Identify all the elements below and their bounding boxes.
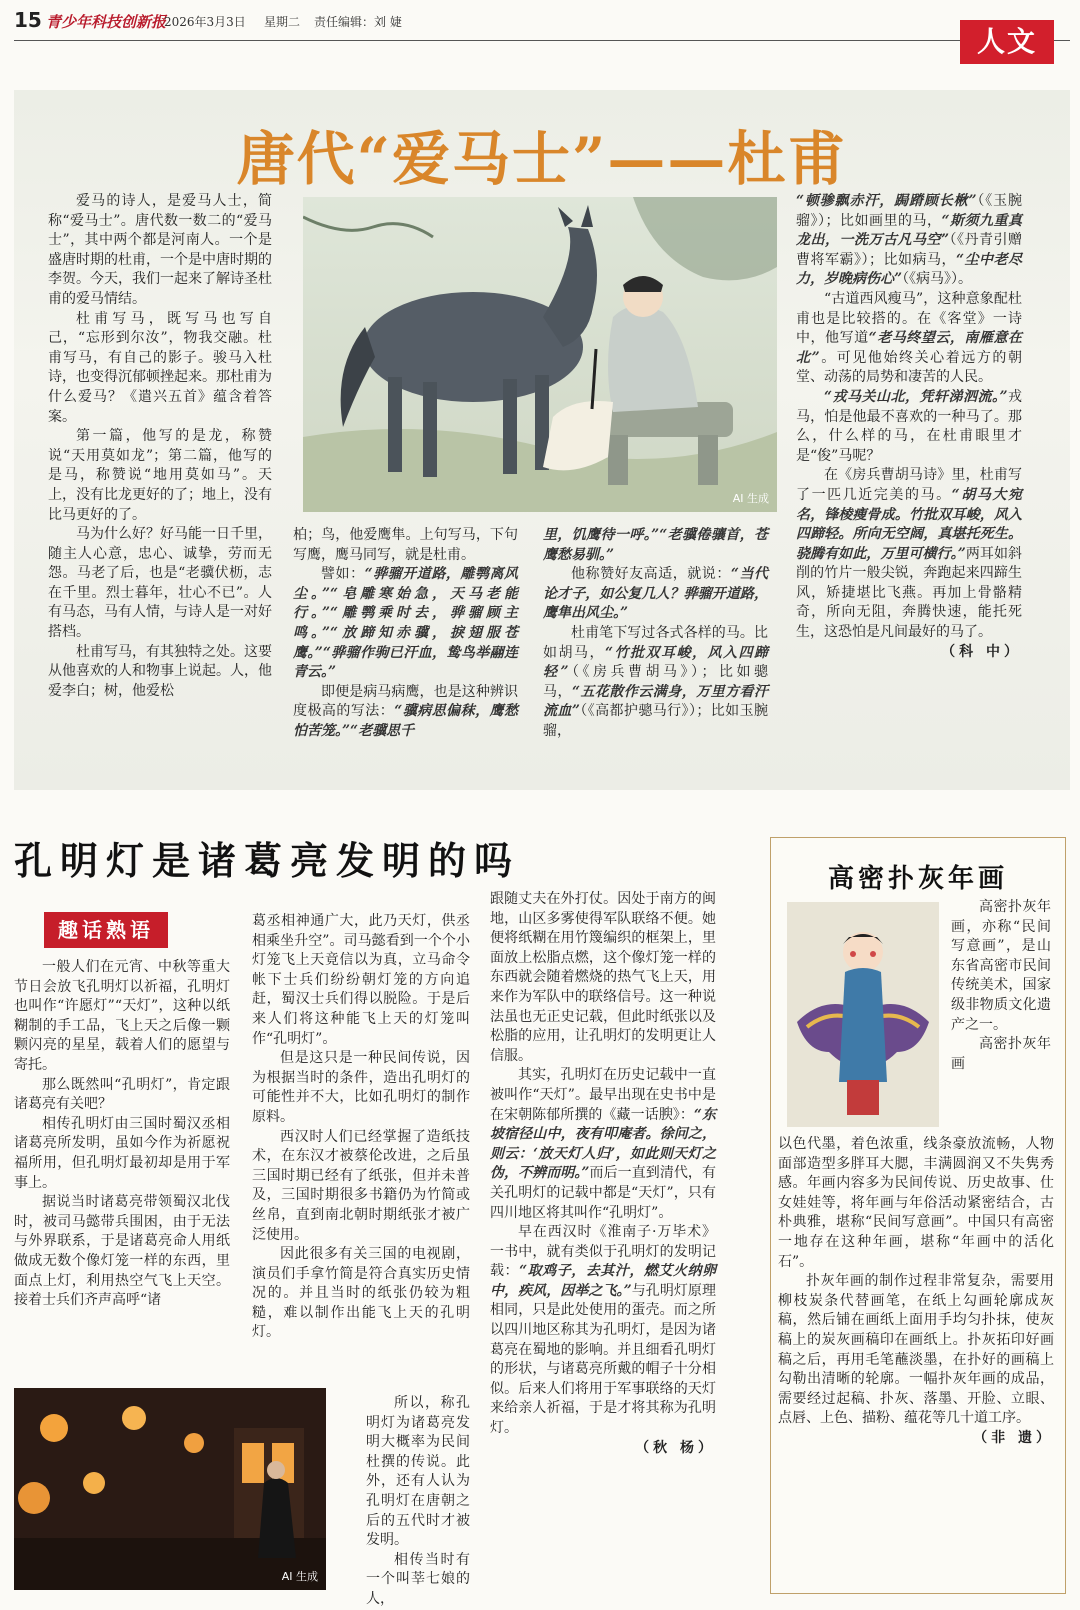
poem-quote: “当代论才子，如公复几人？骅骝开道路，鹰隼出风尘。”	[543, 566, 768, 622]
text-run: 。可见他始终关心着远方的朝堂、动荡的局势和凄苦的人民。	[796, 349, 1022, 386]
text-run: 与孔明灯原理相同，只是此处使用的蛋壳。而之所以四川地区称其为孔明灯，是因为诸葛亮在蜀地的影响。并且细看孔明灯的形状，与诸葛亮所戴的帽子十分相似。后来人们将用于军事联络的天灯来给亲人祈福，于是才将其称为孔明灯。	[490, 1282, 716, 1437]
paragraph: 一般人们在元宵、中秋等重大节日会放飞孔明灯以祈福，孔明灯也叫作“许愿灯”“天灯”，这种以纸糊制的手工品，飞上天之后像一颗颗闪亮的星星，载着人们的愿望与寄托。	[14, 959, 230, 1073]
paragraph: 据说当时诸葛亮带领蜀汉北伐时，被司马懿带兵围困，由于无法与外界联系，于是诸葛亮命人用纸做成无数个像灯笼一样的东西，里面点上灯，利用热空气飞上天空。接着士兵们齐声高呼“诸	[14, 1194, 230, 1309]
article-column-2-tail	[366, 1394, 470, 1610]
poem-quote: “五花散作云满身，万里方看汗流血”	[543, 683, 769, 720]
paragraph: 所以，称孔明灯为诸葛亮发明大概率为民间杜撰的传说。此外，还有人认为孔明灯在唐朝之后的五代时才被发明。	[366, 1395, 470, 1549]
paragraph: 马为什么好？好马能一日千里，随主人心意，忠心、诚挚，劳而无怨。马老了后，也是“老骥伏枥，志在千里。烈士暮年，壮心不已”。人有马态，马有人情，与诗人是一对好搭档。	[48, 526, 272, 641]
side-text-wrap	[951, 898, 1051, 1074]
article-title: 孔明灯是诸葛亮发明的吗	[14, 838, 521, 883]
article-column-4	[796, 192, 1022, 662]
ai-generated-label: AI 生成	[281, 1570, 318, 1583]
paragraph: 高密扑灰年画	[951, 1036, 1051, 1072]
text-run: 杜甫笔下写过各式各样的马。比如胡马，	[543, 624, 768, 661]
paragraph	[796, 388, 1022, 466]
new-year-painting-svg	[787, 902, 939, 1127]
poem-quote: “骥病思偏秣，鹰愁怕苦笼。”“老骥思千	[293, 703, 519, 739]
text-run: 其实，孔明灯在历史记载中一直被叫作“天灯”。最早出现在史书中是在宋朝陈郁所撰的《藏一话腴》：	[490, 1067, 716, 1123]
section-badge: 人文	[960, 20, 1054, 64]
paragraph	[796, 192, 1022, 290]
article-column-3	[490, 890, 716, 1458]
paragraph: 那么既然叫“孔明灯”，肯定跟诸葛亮有关吧？	[14, 1076, 230, 1113]
paragraph: 但是这只是一种民间传说，因为根据当时的条件，造出孔明灯的可能性并不大，比如孔明灯的制作原料。	[252, 1050, 470, 1125]
paragraph: 跟随丈夫在外打仗。因处于南方的闽地，山区多雾使得军队联络不便。她便将纸糊在用竹篾编织的框架上，里面放上松脂点燃，这个像灯笼一样的东西就会随着燃烧的热气飞上天，用来作为军队中的联络信号。这一种说法虽也无正史记载，但此时纸张以及松脂的应用，让孔明灯的发明更让人信服。	[490, 891, 716, 1064]
article-column-2	[293, 526, 518, 742]
text-run: （《病马》）。	[902, 271, 973, 288]
text-run: “古道西风瘦马”，这种意象配杜甫也是比较搭的。在《客堂》一诗中，他写道	[796, 290, 1022, 347]
text-run: （《高都护骢马行》）；比如玉腕骝，	[543, 703, 768, 739]
paragraph	[543, 565, 768, 624]
issue-date: 2026年3月3日	[164, 15, 246, 29]
editor-credit: 责任编辑：刘 婕	[314, 15, 402, 29]
text-run: 早在西汉时《淮南子·万毕术》一书中，就有类似于孔明灯的发明记载：	[490, 1224, 716, 1280]
text-run: 戎马，怕是他最不喜欢的一种马了。那么，什么样的马，在杜甫眼里才是“俊”马呢？	[796, 388, 1023, 464]
paragraph: 爱马的诗人，是爱马人士，简称“爱马士”。唐代数一数二的“爱马士”，其中两个都是河南人。一个是盛唐时期的杜甫，一个是中唐时期的李贺。今天，我们一起来了解诗圣杜甫的爱马情结。	[48, 193, 272, 307]
historical-quote: “取鸡子，去其汁，燃艾火纳卵中，疾风，因举之飞。”	[490, 1263, 716, 1299]
paragraph: 第一篇，他写的是龙，称赞说“天用莫如龙”；第二篇，他写的是马，称赞说“地用莫如马”。天上，没有比龙更好的了；地上，没有比马更好的了。	[48, 428, 272, 523]
author-signature: （非 遗）	[973, 1429, 1054, 1446]
paragraph: 西汉时人们已经掌握了造纸技术，在东汉才被蔡伦改进，之后虽三国时期已经有了纸张，但并未普及，三国时期很多书籍仍为竹简或丝帛，直到南北朝时期纸张才被广泛使用。	[252, 1128, 470, 1243]
paragraph	[490, 1223, 716, 1439]
paragraph: 因此很多有关三国的电视剧，演员们手拿竹简是符合真实历史情况的。并且当时的纸张仍较为粗糙，难以制作出能飞上天的孔明灯。	[252, 1246, 470, 1341]
new-year-painting-image	[787, 902, 939, 1127]
paragraph: 相传当时有一个叫莘七娘的人，	[366, 1551, 470, 1607]
paragraph	[293, 683, 518, 742]
article-column-1	[48, 192, 272, 701]
paragraph	[293, 565, 518, 683]
article-title: 唐代“爱马士”——杜甫	[236, 125, 848, 193]
article-column-3	[543, 526, 768, 742]
text-run: 两耳如斜削的竹片一般尖锐，奔跑起来四蹄生风，矫捷堪比飞燕。再加上骨骼精奇，所向无阻，奔腾快速，能托死生，这恐怕是凡间最好的马了。	[796, 545, 1022, 641]
paragraph: 杜甫写马，有其独特之处。这要从他喜欢的人和物事上说起。人，他爱李白；树，他爱松	[48, 643, 272, 699]
text-run: （《房兵曹胡马》）；比如骢马，	[543, 664, 769, 700]
paragraph	[796, 466, 1022, 642]
issue-weekday: 星期二	[264, 15, 301, 29]
article-title: 高密扑灰年画	[827, 864, 1008, 894]
page-number: 15	[14, 8, 42, 32]
poem-quote: “老马终望云，南雁意在北”	[796, 330, 1023, 366]
text-run: 他称赞好友高适，就说：	[571, 566, 731, 583]
poem-quote: 里，饥鹰待一呼。”“老骥倦骧首，苍鹰愁易驯。”	[543, 527, 768, 563]
column-badge: 趣话熟语	[44, 912, 168, 948]
poem-quote: “戎马关山北，凭轩涕泗流。”	[824, 388, 1008, 405]
paragraph	[543, 624, 768, 742]
sidebar-article-gaomi	[770, 837, 1066, 1594]
article-column-2	[252, 912, 470, 1343]
poem-quote: “胡马大宛名，锋棱瘦骨成。竹批双耳峻，风入四蹄轻。所向无空阔，真堪托死生。骁腾有如此，万里可横行。”	[796, 486, 1022, 562]
text-run: （《玉腕骝》）；比如画里的马，	[796, 193, 1023, 229]
text-run: 譬如：	[321, 566, 365, 583]
paragraph: 杜甫写马，既写马也写自己，“忘形到尔汝”，物我交融。杜甫写马，有自己的影子。骏马入杜诗，也变得沉郁顿挫起来。那杜甫为什么爱马？《遣兴五首》蕴含着答案。	[48, 310, 272, 425]
poem-quote: “竹批双耳峻，风入四蹄轻”	[543, 644, 768, 681]
paragraph	[490, 1066, 716, 1223]
poem-quote: “骅骝开道路，雕鹗离风尘。”“皂雕寒始急，天马老能行。”“雕鹗乘时去，骅骝顾主鸣。”“放蹄知赤骥，捩翅服苍鹰。”“骅骝作驹已汗血，鸷鸟举翮连青云。”	[293, 566, 518, 681]
text-run: 在《房兵曹胡马诗》里，杜甫写了一匹几近完美的马。	[796, 467, 1022, 503]
paragraph: 葛丞相神通广大，此乃天灯，供丞相乘坐升空”。司马懿看到一个个小灯笼飞上天竟信以为真，立马命令帐下士兵们纷纷朝灯笼的方向追赶，蜀汉士兵们得以脱险。于是后来人们将这种能飞上天的灯笼叫作“孔明灯”。	[252, 913, 470, 1047]
lantern-illustration	[14, 1388, 326, 1590]
page-header	[14, 6, 1070, 41]
poem-quote: “尘中老尽力，岁晚病伤心”	[796, 251, 1022, 288]
newspaper-name: 青少年科技创新报	[46, 13, 167, 31]
historical-quote: “东坡宿径山中，夜有叩庵者。徐问之，则云：‘放天灯人归’，如此则天灯之伪，不辨而明。”	[490, 1106, 717, 1182]
author-signature: （科 中）	[941, 643, 1022, 660]
horse-illustration-svg	[303, 197, 777, 512]
paragraph: 高密扑灰年画，亦称“民间写意画”，是山东省高密市民间传统美术，国家级非物质文化遗产之一。	[951, 899, 1051, 1033]
ai-generated-label: AI 生成	[732, 492, 769, 505]
poem-quote: “顿骖飘赤汗，跼蹐顾长楸”	[796, 193, 977, 209]
author-signature: （秋 杨）	[635, 1439, 716, 1456]
article-column-1	[14, 958, 230, 1311]
lantern-illustration-svg	[14, 1388, 326, 1590]
text-run: 即便是病马病鹰，也是这种辨识度极高的写法：	[293, 683, 518, 720]
text-run: （《丹青引赠曹将军霸》）；比如病马，	[796, 232, 1022, 268]
horse-poet-illustration	[303, 197, 777, 512]
paragraph	[796, 290, 1022, 388]
paragraph: 以色代墨，着色浓重，线条豪放流畅，人物面部造型多胖耳大腮，丰满圆润又不失隽秀感。年画内容多为民间传说、历史故事、仕女娃娃等，将年画与年俗活动紧密结合，古朴典雅，堪称“民间写意画”。中国只有高密一地存在这种年画，堪称“年画中的活化石”。	[778, 1136, 1054, 1270]
text-run: 而后一直到清代，有关孔明灯的记载中都是“天灯”，只有四川地区将其叫作“孔明灯”。	[490, 1165, 716, 1221]
poem-quote: “斯须九重真龙出，一洗万古凡马空”	[796, 212, 1023, 249]
paragraph: 柏；鸟，他爱鹰隼。上句写马，下句写鹰，鹰马同写，就是杜甫。	[293, 527, 518, 563]
paragraph: 扑灰年画的制作过程非常复杂，需要用柳枝炭条代替画笔，在纸上勾画轮廓成灰稿，然后铺在画纸上面用手均匀扑抹，使灰稿上的炭灰画稿印在画纸上。扑灰拓印好画稿之后，再用毛笔蘸淡墨，在扑好的画稿上勾勒出清晰的轮廓。一幅扑灰年画的成品，需要经过起稿、扑灰、落墨、开脸、立眼、点唇、上色、描粉、蕴花等几十道工序。	[778, 1273, 1054, 1427]
article-body	[778, 1135, 1054, 1449]
paragraph: 相传孔明灯由三国时蜀汉丞相诸葛亮所发明，虽如今作为祈愿祝福所用，但孔明灯最初却是用于军事上。	[14, 1115, 230, 1191]
